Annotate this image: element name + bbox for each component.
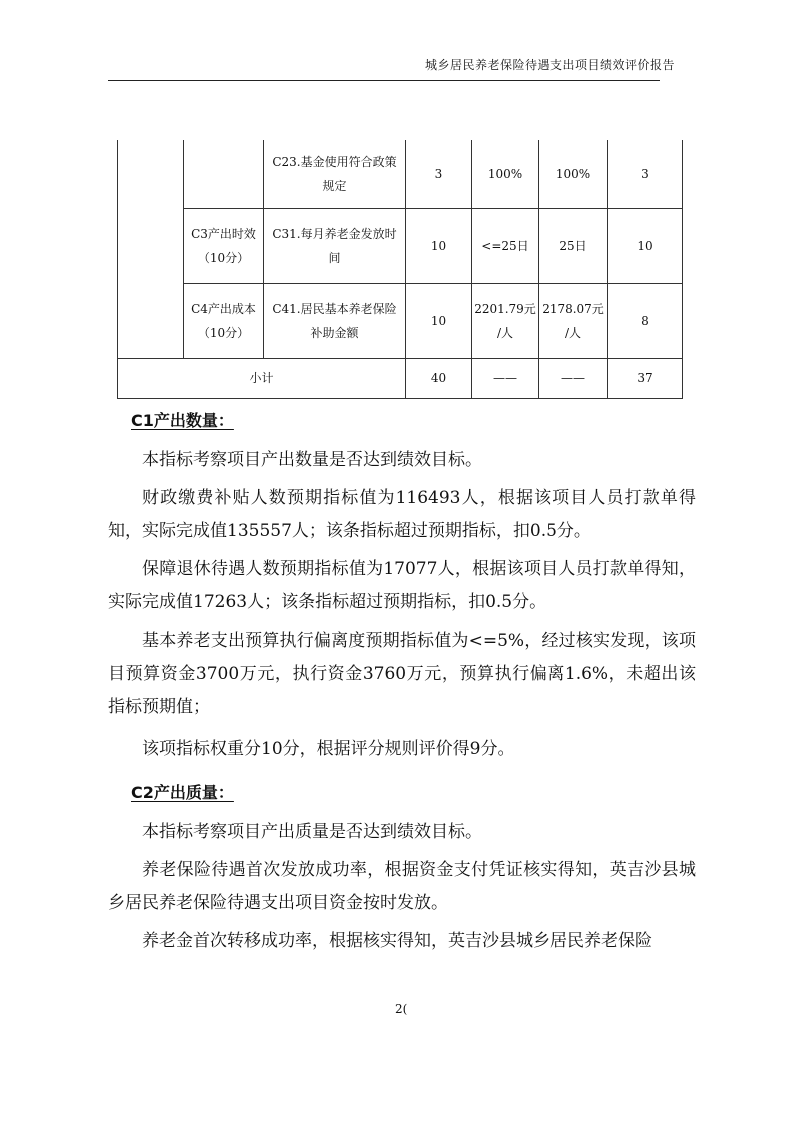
actual-cell: —— [539,358,608,398]
score-cell: 3 [608,140,683,208]
weight-cell: 10 [406,283,472,358]
score-cell: 37 [608,358,683,398]
actual-cell: 2178.07元 /人 [539,283,608,358]
weight-cell: 3 [406,140,472,208]
indicator-cell: C23.基金使用符合政策 规定 [264,140,406,208]
actual-cell: 100% [539,140,608,208]
section-heading-c1: C1产出数量： [131,411,234,430]
paragraph: 财政缴费补贴人数预期指标值为116493人，根据该项目人员打款单得知，实际完成值135557人；该条指标超过预期指标，扣0.5分。 [108,488,696,541]
paragraph: 养老保险待遇首次发放成功率，根据资金支付凭证核实得知，英吉沙县城乡居民养老保险待遇支出项目资金按时发放。 [108,860,696,913]
weight-cell: 10 [406,208,472,283]
actual-cell: 25日 [539,208,608,283]
score-cell: 10 [608,208,683,283]
table-row [118,208,683,283]
paragraph: 保障退休待遇人数预期指标值为17077人，根据该项目人员打款单得知，实际完成值17263人；该条指标超过预期指标，扣0.5分。 [108,559,696,612]
subtotal-row [118,358,683,398]
subtotal-label: 小计 [118,358,406,398]
paragraph: 该项指标权重分10分，根据评分规则评价得9分。 [142,739,515,759]
score-cell: 8 [608,283,683,358]
running-header: 城乡居民养老保险待遇支出项目绩效评价报告 [424,58,675,72]
paragraph: 本指标考察项目产出质量是否达到绩效目标。 [142,822,482,842]
table-row [118,140,683,208]
category-cell [118,140,184,358]
section-heading-c2: C2产出质量： [131,783,234,802]
target-cell: 2201.79元 /人 [472,283,539,358]
paragraph: 本指标考察项目产出数量是否达到绩效目标。 [142,450,482,470]
header-rule [108,80,660,81]
weight-cell: 40 [406,358,472,398]
subcategory-cell [184,140,264,208]
paragraph: 养老金首次转移成功率，根据核实得知，英吉沙县城乡居民养老保险 [142,931,652,951]
table-row [118,283,683,358]
indicator-cell: C41.居民基本养老保险 补助金额 [264,283,406,358]
subcategory-cell: C4产出成本 （10分） [184,283,264,358]
subcategory-cell: C3产出时效 （10分） [184,208,264,283]
target-cell: <=25日 [472,208,539,283]
indicator-cell: C31.每月养老金发放时 间 [264,208,406,283]
page-number: 2( [395,1002,408,1016]
target-cell: —— [472,358,539,398]
target-cell: 100% [472,140,539,208]
score-table [117,140,683,399]
paragraph: 基本养老支出预算执行偏离度预期指标值为<=5%，经过核实发现，该项目预算资金3700万元，执行资金3760万元，预算执行偏离1.6%，未超出该指标预期值； [108,631,696,717]
